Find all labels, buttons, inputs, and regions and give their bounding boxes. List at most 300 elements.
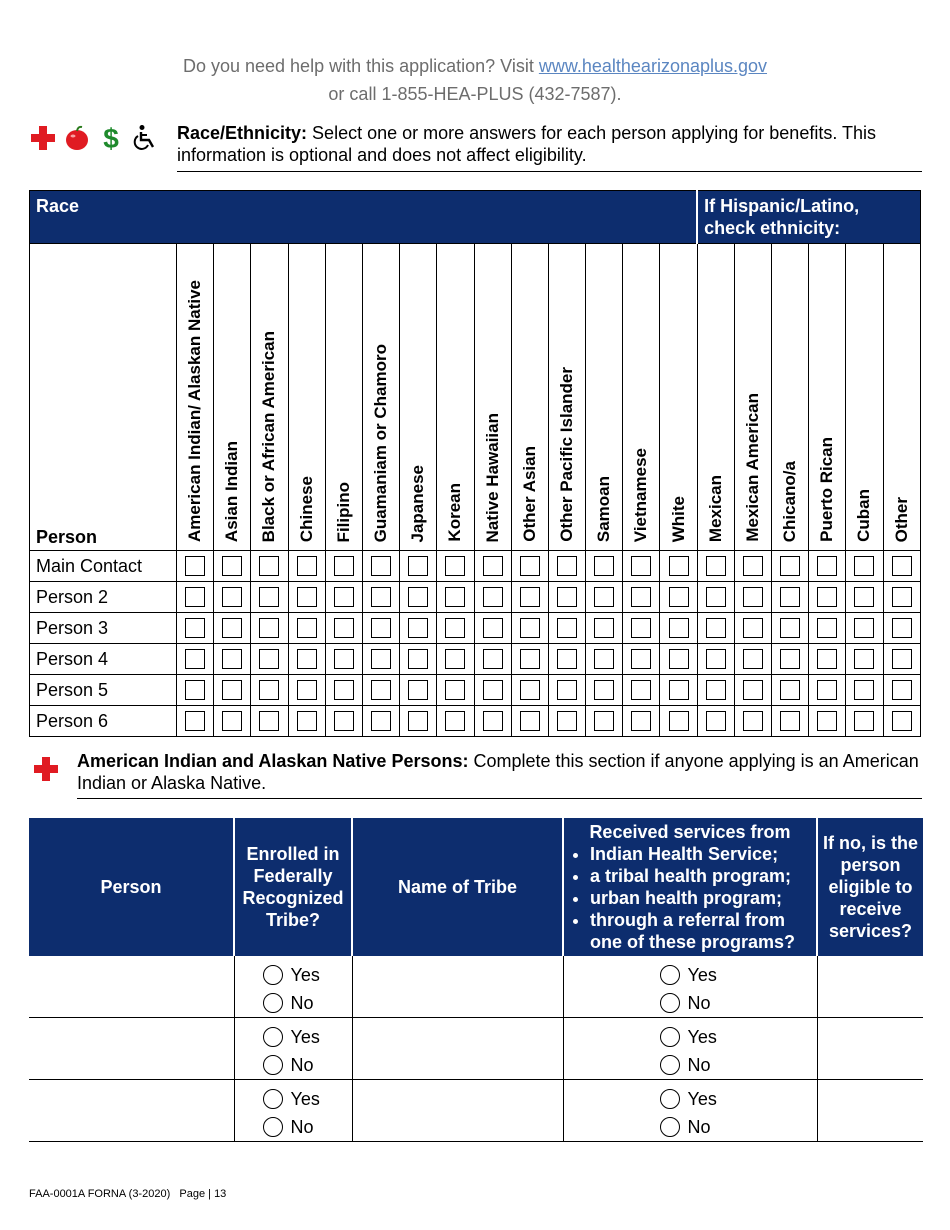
- checkbox-cell: [809, 582, 846, 613]
- checkbox[interactable]: [743, 587, 763, 607]
- checkbox[interactable]: [557, 649, 577, 669]
- yes-radio[interactable]: [660, 961, 817, 989]
- checkbox[interactable]: [706, 587, 726, 607]
- checkbox-cell: [437, 706, 474, 737]
- no-radio[interactable]: [660, 1051, 817, 1079]
- checkbox-cell: [214, 582, 251, 613]
- checkbox-cell: [734, 675, 771, 706]
- red-cross-icon: [30, 125, 56, 151]
- checkbox-cell: [846, 644, 883, 675]
- checkbox-cell: [548, 706, 585, 737]
- no-radio[interactable]: [263, 1113, 352, 1141]
- column-header: Vietnamese: [623, 244, 660, 551]
- checkbox-cell: [883, 613, 920, 644]
- checkbox-cell: [474, 613, 511, 644]
- checkbox-cell: [325, 551, 362, 582]
- checkbox[interactable]: [297, 649, 317, 669]
- tribe-name-cell[interactable]: [352, 1018, 563, 1080]
- checkbox-cell: [809, 551, 846, 582]
- person-label: Person 4: [30, 644, 177, 675]
- radio-circle[interactable]: [263, 1089, 283, 1109]
- table-row: [30, 675, 921, 706]
- checkbox[interactable]: [222, 711, 242, 731]
- checkbox[interactable]: [185, 711, 205, 731]
- checkbox-cell: [177, 613, 214, 644]
- checkbox[interactable]: [185, 618, 205, 638]
- checkbox[interactable]: [297, 556, 317, 576]
- checkbox-cell: [623, 706, 660, 737]
- radio-circle[interactable]: [660, 1117, 680, 1137]
- checkbox[interactable]: [817, 587, 837, 607]
- column-header: Other Pacific Islander: [548, 244, 585, 551]
- checkbox-cell: [437, 582, 474, 613]
- checkbox[interactable]: [185, 587, 205, 607]
- checkbox[interactable]: [222, 649, 242, 669]
- radio-label: Yes: [290, 1027, 320, 1047]
- checkbox[interactable]: [631, 556, 651, 576]
- eligible-cell[interactable]: [817, 956, 923, 1018]
- checkbox[interactable]: [780, 587, 800, 607]
- checkbox[interactable]: [445, 556, 465, 576]
- help-phone: or call 1-855-HEA-PLUS (432-7587).: [328, 84, 622, 104]
- checkbox-cell: [474, 675, 511, 706]
- checkbox[interactable]: [780, 556, 800, 576]
- tribe-name-cell[interactable]: [352, 1080, 563, 1142]
- yes-no-radio-group: [235, 956, 352, 1017]
- checkbox-cell: [400, 675, 437, 706]
- yes-radio[interactable]: [660, 1085, 817, 1113]
- table-row: [30, 644, 921, 675]
- checkbox-cell: [177, 582, 214, 613]
- column-header: Guamaniam or Chamoro: [362, 244, 399, 551]
- checkbox[interactable]: [780, 649, 800, 669]
- checkbox[interactable]: [222, 556, 242, 576]
- person-name-cell[interactable]: [29, 1018, 234, 1080]
- checkbox-cell: [251, 551, 288, 582]
- checkbox[interactable]: [854, 587, 874, 607]
- checkbox-cell: [474, 551, 511, 582]
- help-text: Do you need help with this application? Visit: [182, 56, 534, 76]
- radio-circle[interactable]: [263, 993, 283, 1013]
- checkbox[interactable]: [594, 587, 614, 607]
- checkbox[interactable]: [408, 618, 428, 638]
- checkbox-cell: [883, 706, 920, 737]
- checkbox[interactable]: [854, 649, 874, 669]
- checkbox-cell: [177, 551, 214, 582]
- checkbox-cell: [660, 613, 697, 644]
- checkbox-cell: [660, 551, 697, 582]
- checkbox[interactable]: [631, 618, 651, 638]
- checkbox-cell: [325, 706, 362, 737]
- column-header: Other: [883, 244, 920, 551]
- checkbox-cell: [548, 613, 585, 644]
- checkbox[interactable]: [334, 587, 354, 607]
- no-radio[interactable]: [660, 989, 817, 1017]
- checkbox-cell: [846, 675, 883, 706]
- checkbox-cell: [883, 644, 920, 675]
- checkbox[interactable]: [631, 649, 651, 669]
- checkbox[interactable]: [483, 618, 503, 638]
- checkbox[interactable]: [594, 618, 614, 638]
- checkbox[interactable]: [520, 618, 540, 638]
- enrolled-cell: [234, 1080, 352, 1142]
- checkbox[interactable]: [483, 680, 503, 700]
- checkbox[interactable]: [222, 618, 242, 638]
- column-header: Mexican American: [734, 244, 771, 551]
- checkbox[interactable]: [631, 711, 651, 731]
- race-header: Race: [30, 191, 698, 244]
- checkbox[interactable]: [706, 680, 726, 700]
- checkbox-cell: [846, 706, 883, 737]
- checkbox[interactable]: [408, 649, 428, 669]
- divider: [177, 171, 922, 172]
- checkbox-cell: [177, 644, 214, 675]
- checkbox[interactable]: [669, 556, 689, 576]
- checkbox[interactable]: [185, 556, 205, 576]
- checkbox[interactable]: [557, 711, 577, 731]
- checkbox[interactable]: [557, 587, 577, 607]
- aian-services-header: Received services from • Indian Health Service; • a tribal health program; • urban health program; • through a referral from one of these programs?: [563, 818, 817, 956]
- checkbox-cell: [362, 613, 399, 644]
- yes-radio[interactable]: [263, 1023, 352, 1051]
- page-number: Page | 13: [179, 1188, 227, 1200]
- ethnicity-header: If Hispanic/Latino, check ethnicity:: [697, 191, 920, 244]
- checkbox-cell: [400, 582, 437, 613]
- checkbox[interactable]: [259, 649, 279, 669]
- column-header: Filipino: [325, 244, 362, 551]
- checkbox[interactable]: [594, 649, 614, 669]
- column-header: Chinese: [288, 244, 325, 551]
- checkbox[interactable]: [334, 618, 354, 638]
- aian-tribe-header: Name of Tribe: [352, 818, 563, 956]
- checkbox-cell: [511, 706, 548, 737]
- checkbox[interactable]: [445, 711, 465, 731]
- checkbox[interactable]: [371, 711, 391, 731]
- checkbox-cell: [734, 582, 771, 613]
- checkbox-cell: [474, 706, 511, 737]
- eligible-cell[interactable]: [817, 1080, 923, 1142]
- checkbox-cell: [623, 644, 660, 675]
- checkbox-cell: [288, 644, 325, 675]
- checkbox-cell: [772, 644, 809, 675]
- checkbox[interactable]: [520, 587, 540, 607]
- checkbox[interactable]: [780, 618, 800, 638]
- checkbox[interactable]: [854, 680, 874, 700]
- footer: [29, 1188, 226, 1200]
- checkbox[interactable]: [706, 649, 726, 669]
- checkbox-cell: [697, 582, 734, 613]
- column-header: Native Hawaiian: [474, 244, 511, 551]
- help-link[interactable]: www.healthearizonaplus.gov: [538, 56, 768, 76]
- checkbox-cell: [251, 582, 288, 613]
- radio-label: Yes: [687, 1027, 717, 1047]
- services-item: • through a referral from one of these programs?: [590, 909, 812, 953]
- checkbox-cell: [400, 706, 437, 737]
- yes-radio[interactable]: [660, 1023, 817, 1051]
- radio-label: Yes: [687, 1089, 717, 1109]
- tribe-name-cell[interactable]: [352, 956, 563, 1018]
- checkbox[interactable]: [743, 556, 763, 576]
- checkbox-cell: [288, 551, 325, 582]
- race-section-title: Race/Ethnicity: Select one or more answers for each person applying for benefits. This information is optional and does not affect eligibility.: [177, 123, 877, 165]
- radio-circle[interactable]: [660, 993, 680, 1013]
- radio-circle[interactable]: [263, 965, 283, 985]
- checkbox[interactable]: [854, 556, 874, 576]
- enrolled-cell: [234, 956, 352, 1018]
- checkbox-cell: [251, 706, 288, 737]
- column-header: Black or African American: [251, 244, 288, 551]
- checkbox-cell: [474, 582, 511, 613]
- checkbox[interactable]: [222, 587, 242, 607]
- checkbox[interactable]: [222, 680, 242, 700]
- checkbox[interactable]: [297, 587, 317, 607]
- checkbox[interactable]: [408, 680, 428, 700]
- checkbox[interactable]: [445, 680, 465, 700]
- yes-radio[interactable]: [263, 1085, 352, 1113]
- checkbox[interactable]: [631, 587, 651, 607]
- checkbox[interactable]: [817, 556, 837, 576]
- checkbox-cell: [586, 706, 623, 737]
- checkbox[interactable]: [483, 649, 503, 669]
- checkbox-cell: [288, 706, 325, 737]
- checkbox[interactable]: [259, 618, 279, 638]
- checkbox-cell: [623, 675, 660, 706]
- checkbox[interactable]: [594, 680, 614, 700]
- checkbox[interactable]: [445, 618, 465, 638]
- checkbox-cell: [214, 706, 251, 737]
- checkbox[interactable]: [669, 618, 689, 638]
- checkbox[interactable]: [259, 587, 279, 607]
- checkbox[interactable]: [185, 649, 205, 669]
- checkbox[interactable]: [557, 680, 577, 700]
- checkbox-cell: [846, 613, 883, 644]
- checkbox[interactable]: [892, 556, 912, 576]
- radio-circle[interactable]: [660, 1055, 680, 1075]
- checkbox[interactable]: [706, 711, 726, 731]
- checkbox[interactable]: [483, 711, 503, 731]
- checkbox[interactable]: [259, 680, 279, 700]
- dollar-icon: [98, 124, 124, 152]
- checkbox[interactable]: [557, 556, 577, 576]
- table-row: [29, 956, 923, 1018]
- no-radio[interactable]: [263, 1051, 352, 1079]
- checkbox[interactable]: [259, 556, 279, 576]
- checkbox-cell: [846, 582, 883, 613]
- checkbox[interactable]: [743, 618, 763, 638]
- checkbox-cell: [623, 551, 660, 582]
- checkbox[interactable]: [892, 680, 912, 700]
- checkbox[interactable]: [892, 649, 912, 669]
- checkbox-cell: [548, 551, 585, 582]
- column-header: Puerto Rican: [809, 244, 846, 551]
- checkbox-cell: [437, 551, 474, 582]
- checkbox-cell: [697, 675, 734, 706]
- person-label: Person 3: [30, 613, 177, 644]
- checkbox-cell: [400, 613, 437, 644]
- column-header: Chicano/a: [772, 244, 809, 551]
- checkbox[interactable]: [297, 711, 317, 731]
- checkbox[interactable]: [892, 711, 912, 731]
- checkbox[interactable]: [185, 680, 205, 700]
- checkbox[interactable]: [817, 680, 837, 700]
- checkbox-cell: [809, 644, 846, 675]
- checkbox-cell: [734, 551, 771, 582]
- checkbox[interactable]: [669, 711, 689, 731]
- checkbox-cell: [288, 613, 325, 644]
- no-radio[interactable]: [263, 989, 352, 1017]
- services-item: • a tribal health program;: [590, 865, 812, 887]
- checkbox[interactable]: [706, 618, 726, 638]
- checkbox[interactable]: [669, 680, 689, 700]
- checkbox[interactable]: [520, 680, 540, 700]
- checkbox[interactable]: [854, 618, 874, 638]
- checkbox[interactable]: [297, 680, 317, 700]
- program-icons: [30, 124, 158, 152]
- checkbox-cell: [511, 551, 548, 582]
- checkbox-cell: [288, 675, 325, 706]
- person-name-cell[interactable]: [29, 956, 234, 1018]
- checkbox[interactable]: [408, 711, 428, 731]
- checkbox[interactable]: [892, 618, 912, 638]
- services-item: • urban health program;: [590, 887, 812, 909]
- checkbox[interactable]: [408, 587, 428, 607]
- checkbox-cell: [325, 582, 362, 613]
- radio-circle[interactable]: [660, 965, 680, 985]
- checkbox[interactable]: [334, 711, 354, 731]
- checkbox[interactable]: [743, 711, 763, 731]
- services-item: • Indian Health Service;: [590, 843, 812, 865]
- checkbox-cell: [772, 706, 809, 737]
- radio-circle[interactable]: [263, 1117, 283, 1137]
- radio-label: Yes: [290, 965, 320, 985]
- checkbox-cell: [846, 551, 883, 582]
- checkbox-cell: [511, 644, 548, 675]
- aian-eligible-header: If no, is the person eligible to receive services?: [817, 818, 923, 956]
- checkbox[interactable]: [669, 649, 689, 669]
- radio-label: No: [687, 1055, 711, 1075]
- checkbox-cell: [288, 582, 325, 613]
- checkbox[interactable]: [371, 680, 391, 700]
- enrolled-cell: [234, 1018, 352, 1080]
- checkbox[interactable]: [817, 618, 837, 638]
- checkbox[interactable]: [780, 711, 800, 731]
- services-cell: [563, 1080, 817, 1142]
- checkbox[interactable]: [445, 587, 465, 607]
- radio-circle[interactable]: [660, 1089, 680, 1109]
- checkbox[interactable]: [445, 649, 465, 669]
- checkbox-cell: [660, 675, 697, 706]
- checkbox[interactable]: [669, 587, 689, 607]
- radio-label: No: [290, 993, 314, 1013]
- checkbox[interactable]: [334, 680, 354, 700]
- yes-radio[interactable]: [263, 961, 352, 989]
- column-header: Cuban: [846, 244, 883, 551]
- checkbox[interactable]: [631, 680, 651, 700]
- checkbox-cell: [511, 613, 548, 644]
- checkbox[interactable]: [520, 649, 540, 669]
- svg-text:$: $: [103, 124, 119, 152]
- table-row: [30, 706, 921, 737]
- checkbox[interactable]: [817, 711, 837, 731]
- checkbox[interactable]: [892, 587, 912, 607]
- wheelchair-icon: [132, 124, 158, 152]
- column-header: White: [660, 244, 697, 551]
- radio-circle[interactable]: [263, 1027, 283, 1047]
- table-row: [30, 582, 921, 613]
- checkbox[interactable]: [371, 649, 391, 669]
- checkbox-cell: [697, 644, 734, 675]
- checkbox-cell: [734, 706, 771, 737]
- checkbox[interactable]: [371, 556, 391, 576]
- radio-label: Yes: [687, 965, 717, 985]
- checkbox[interactable]: [780, 680, 800, 700]
- checkbox[interactable]: [297, 618, 317, 638]
- checkbox[interactable]: [594, 711, 614, 731]
- checkbox-cell: [697, 551, 734, 582]
- checkbox-cell: [548, 675, 585, 706]
- checkbox[interactable]: [706, 556, 726, 576]
- checkbox-cell: [325, 675, 362, 706]
- checkbox-cell: [586, 582, 623, 613]
- divider: [77, 798, 922, 799]
- checkbox[interactable]: [483, 587, 503, 607]
- radio-label: No: [290, 1117, 314, 1137]
- checkbox-cell: [883, 675, 920, 706]
- person-column-header: Person: [30, 244, 177, 551]
- no-radio[interactable]: [660, 1113, 817, 1141]
- checkbox[interactable]: [334, 649, 354, 669]
- radio-label: No: [687, 993, 711, 1013]
- checkbox[interactable]: [557, 618, 577, 638]
- checkbox-cell: [214, 675, 251, 706]
- eligible-cell[interactable]: [817, 1018, 923, 1080]
- checkbox-cell: [586, 613, 623, 644]
- radio-circle[interactable]: [660, 1027, 680, 1047]
- checkbox[interactable]: [520, 711, 540, 731]
- checkbox[interactable]: [371, 587, 391, 607]
- checkbox[interactable]: [817, 649, 837, 669]
- column-header: Samoan: [586, 244, 623, 551]
- column-header: Japanese: [400, 244, 437, 551]
- apple-icon: [64, 125, 90, 151]
- radio-label: No: [687, 1117, 711, 1137]
- yes-no-radio-group: [235, 1018, 352, 1079]
- checkbox-cell: [809, 706, 846, 737]
- yes-no-radio-group: [564, 956, 817, 1017]
- aian-section-title: American Indian and Alaskan Native Persons: Complete this section if anyone applying is an American Indian or Alaska Native.: [77, 751, 919, 793]
- checkbox[interactable]: [408, 556, 428, 576]
- checkbox[interactable]: [334, 556, 354, 576]
- help-banner: [0, 52, 950, 108]
- checkbox[interactable]: [259, 711, 279, 731]
- checkbox[interactable]: [594, 556, 614, 576]
- checkbox[interactable]: [743, 649, 763, 669]
- person-name-cell[interactable]: [29, 1080, 234, 1142]
- checkbox[interactable]: [371, 618, 391, 638]
- checkbox[interactable]: [743, 680, 763, 700]
- checkbox[interactable]: [520, 556, 540, 576]
- checkbox-cell: [437, 675, 474, 706]
- checkbox-cell: [660, 582, 697, 613]
- checkbox-cell: [251, 613, 288, 644]
- radio-circle[interactable]: [263, 1055, 283, 1075]
- checkbox[interactable]: [854, 711, 874, 731]
- checkbox[interactable]: [483, 556, 503, 576]
- checkbox-cell: [772, 551, 809, 582]
- checkbox-cell: [251, 675, 288, 706]
- checkbox-cell: [734, 613, 771, 644]
- checkbox-cell: [400, 644, 437, 675]
